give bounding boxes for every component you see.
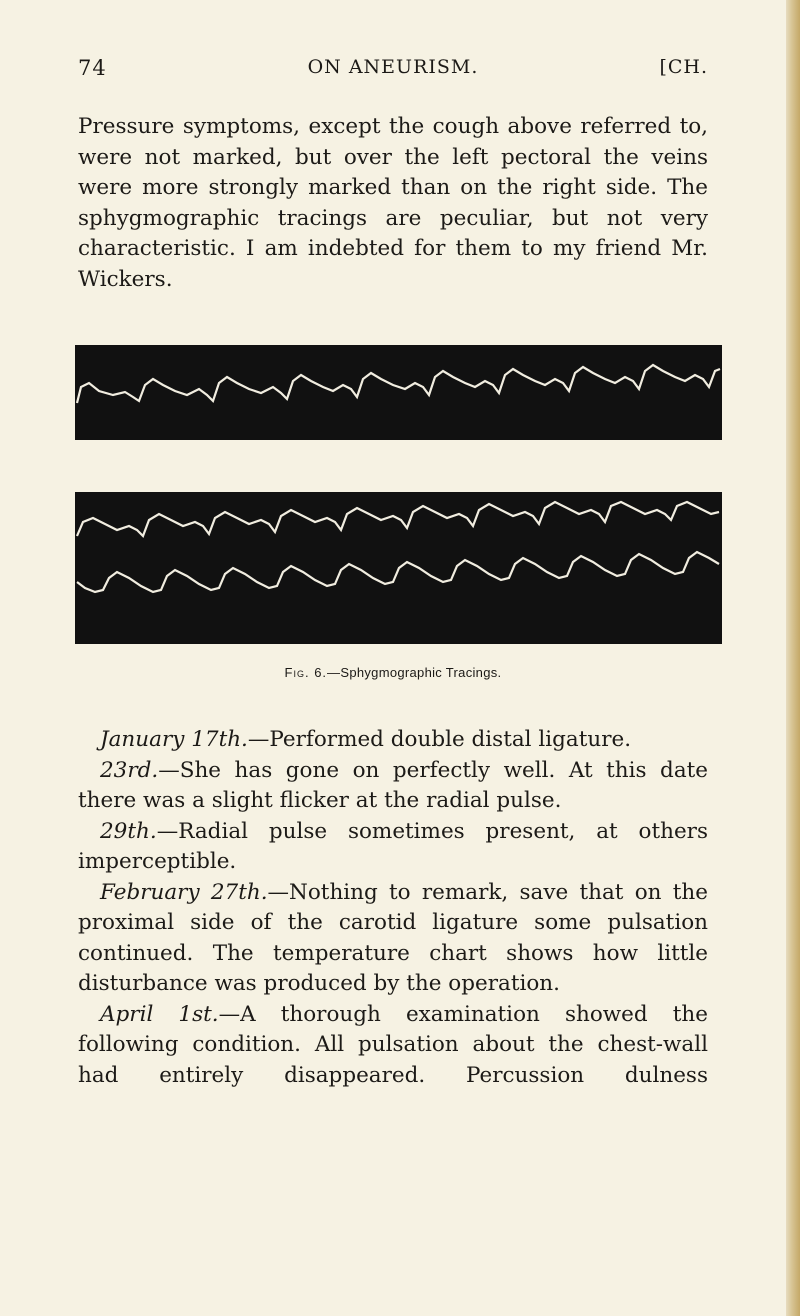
tracing-upper-svg	[75, 345, 722, 440]
entry-text: —Radial pulse sometimes present, at others imperceptible.	[78, 818, 708, 874]
page-edge	[786, 0, 800, 1316]
sphygmographic-tracing-upper	[75, 345, 722, 440]
figure-label: Fig. 6.	[284, 665, 328, 680]
entry	[78, 878, 708, 1000]
running-head	[78, 56, 708, 84]
entry	[78, 1000, 708, 1092]
sphygmographic-tracing-lower	[75, 492, 722, 644]
entry-date: April 1st.	[100, 1001, 219, 1027]
entry-date: 29th.	[100, 818, 157, 844]
tracing-lower-wave-1	[77, 502, 719, 536]
intro-paragraph: Pressure symptoms, except the cough above referred to, were not marked, but over the left pectoral the veins were more strongly marked than on the right side. The sphygmographic tracings are peculiar, but not very characteristic. I am indebted for them to my friend Mr. Wickers.	[78, 114, 708, 292]
entry-text: —Nothing to remark, save that on the proximal side of the carotid ligature some pulsation continued. The temperature chart shows how little disturbance was produced by the operation.	[78, 879, 708, 996]
entry-text: —A thorough examination showed the following condition. All pulsation about the chest-wall had entirely disappeared. Percussion dulness	[78, 1001, 708, 1088]
page-number: 74	[78, 56, 107, 80]
entry-date: 23rd.	[100, 757, 159, 783]
tracing-lower-wave-2	[77, 552, 719, 592]
figure-caption	[78, 665, 708, 680]
entry-text: —She has gone on perfectly well. At this date there was a slight flicker at the radial pulse.	[78, 757, 708, 813]
tracing-upper-wave	[77, 365, 720, 403]
entry	[78, 725, 708, 756]
entry-date: January 17th.	[100, 727, 248, 752]
entry-text: —Performed double distal ligature.	[247, 727, 632, 752]
entry-date: February 27th.	[100, 879, 268, 905]
running-title: ON ANEURISM.	[307, 56, 479, 78]
figure-caption-text: —Sphygmographic Tracings.	[327, 665, 502, 680]
entry	[78, 817, 708, 878]
diary-entries	[78, 725, 708, 1091]
entry	[78, 756, 708, 817]
tracing-lower-svg	[75, 492, 722, 644]
chapter-marker: [CH.	[659, 56, 708, 78]
